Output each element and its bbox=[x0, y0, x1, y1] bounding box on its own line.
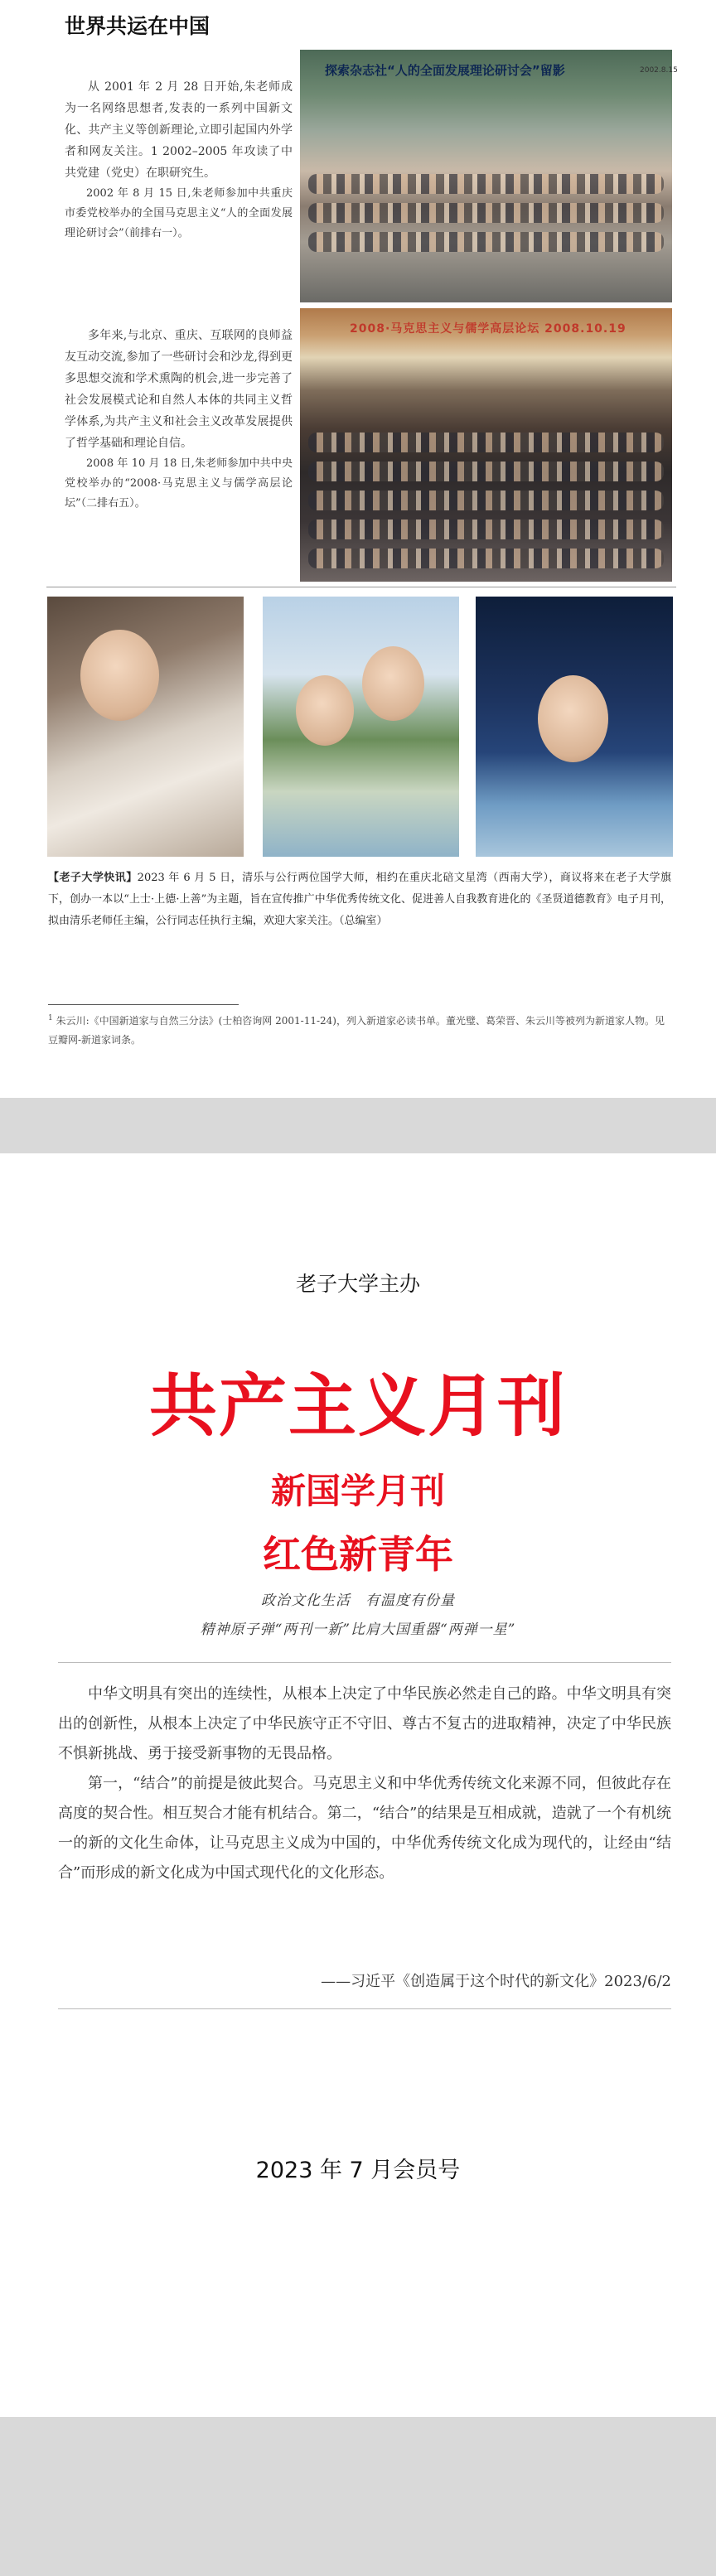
night-portrait-photo bbox=[476, 597, 673, 857]
quote-source: ——习近平《创造属于这个时代的新文化》2023/6/2 bbox=[321, 1973, 671, 1990]
seminar-photo-date: 2002.8.15 bbox=[640, 66, 678, 75]
quote-top-rule bbox=[58, 1662, 671, 1663]
sponsor-line: 老子大学主办 bbox=[295, 1272, 420, 1296]
news-body: 2023 年 6 月 5 日，清乐与公行两位国学大师，相约在重庆北碚文星湾（西南大学），商议将来在老子大学旗下，创办一本以“上士·上德·上善”为主题，旨在宣传推广中华优秀传统文化、促进善人自我教育进化的《圣贤道德教育》电子月刊，拟由清乐老师任主编，公行同志任执行主编，欢迎大家关注。（总编室） bbox=[48, 872, 671, 927]
paragraph-2008-forum: 2008 年 10 月 18 日,朱老师参加中共中央党校举办的“2008·马克思主义与儒学高层论坛”（二排右五）。 bbox=[65, 457, 293, 510]
footnote-marker: 1 bbox=[48, 1014, 53, 1022]
quote-bottom-rule bbox=[58, 2008, 671, 2009]
two-men-outdoor-photo bbox=[263, 597, 459, 857]
issue-label: 2023 年 7 月会员号 bbox=[255, 2158, 461, 2183]
crowd-row bbox=[308, 433, 664, 452]
text-block-a bbox=[65, 76, 293, 244]
footnote-text: 朱云川:《中国新道家与自然三分法》(士柏咨询网 2001-11-24)，列入新道家必读书单。董光璧、葛荣晋、朱云川等被列为新道家人物。见豆瓣网-新道家词条。 bbox=[48, 1015, 665, 1046]
person-face bbox=[80, 630, 159, 721]
section-title: 世界共运在中国 bbox=[65, 14, 210, 38]
news-tag: 【老子大学快讯】 bbox=[48, 872, 138, 884]
footnote-rule bbox=[48, 1004, 239, 1005]
quote-paragraph-1: 中华文明具有突出的连续性，从根本上决定了中华民族必然走自己的路。中华文明具有突出的创新性，从根本上决定了中华民族守正不守旧、尊古不复古的进取精神，决定了中华民族不惧新挑战、勇于接受新事物的无畏品格。 bbox=[58, 1685, 671, 1762]
person-face bbox=[296, 675, 354, 746]
page-1 bbox=[0, 0, 716, 1098]
crowd-row bbox=[308, 174, 664, 194]
forum-group-photo bbox=[300, 308, 672, 582]
paragraph-early-career: 从 2001 年 2 月 28 日开始,朱老师成为一名网络思想者,发表的一系列中国新文化、共产主义等创新理论,立即引起国内外学者和网友关注。1 2002–2005 年攻读了中共党建（党史）在职研究生。 bbox=[65, 80, 293, 180]
paragraph-2002-seminar: 2002 年 8 月 15 日,朱老师参加中共重庆市委党校举办的全国马克思主义“人的全面发展理论研讨会”（前排右一）。 bbox=[65, 187, 293, 239]
seminar-group-photo bbox=[300, 50, 678, 302]
crowd-row bbox=[308, 549, 664, 568]
crowd-row bbox=[308, 520, 664, 539]
crowd-row bbox=[308, 232, 664, 252]
crowd-row bbox=[308, 462, 664, 481]
paragraph-exchanges: 多年来,与北京、重庆、互联网的良师益友互动交流,参加了一些研讨会和沙龙,得到更多思想交流和学术熏陶的机会,进一步完善了社会发展模式论和自然人本体的共同主义哲学体系,为共产主义和社会主义改革发展提供了哲学基础和理论自信。 bbox=[65, 329, 293, 450]
seminar-photo-caption: 探索杂志社“人的全面发展理论研讨会”留影 bbox=[325, 63, 565, 78]
text-block-b bbox=[65, 325, 293, 514]
quote-paragraph-2: 第一，“结合”的前提是彼此契合。马克思主义和中华优秀传统文化来源不同，但彼此存在高度的契合性。相互契合才能有机结合。第二，“结合”的结果是互相成就，造就了一个有机统一的新的文化生命体，让马克思主义成为中国的，中华优秀传统文化成为现代的，让经由“结合”而形成的新文化成为中国式现代化的文化形态。 bbox=[58, 1775, 671, 1882]
footnote bbox=[48, 1009, 671, 1050]
news-brief bbox=[48, 868, 671, 932]
forum-photo-caption: 2008·马克思主义与儒学高层论坛 2008.10.19 bbox=[350, 322, 626, 336]
elder-at-desk-photo bbox=[47, 597, 244, 857]
masthead-subtitle-2: 红色新青年 bbox=[263, 1532, 453, 1577]
person-face bbox=[538, 675, 608, 762]
masthead-subtitle-1: 新国学月刊 bbox=[270, 1471, 445, 1511]
slogan-line-2: 精神原子弹“两刊一新”比肩大国重器“两弹一星” bbox=[200, 1621, 516, 1638]
crowd-row bbox=[308, 203, 664, 223]
page-2 bbox=[0, 1153, 716, 2417]
quotation-block bbox=[58, 1679, 671, 1888]
masthead-title: 共产主义月刊 bbox=[148, 1367, 567, 1446]
slogan-line-1: 政治文化生活 有温度有份量 bbox=[261, 1592, 455, 1609]
person-face bbox=[362, 646, 424, 721]
crowd-row bbox=[308, 491, 664, 510]
